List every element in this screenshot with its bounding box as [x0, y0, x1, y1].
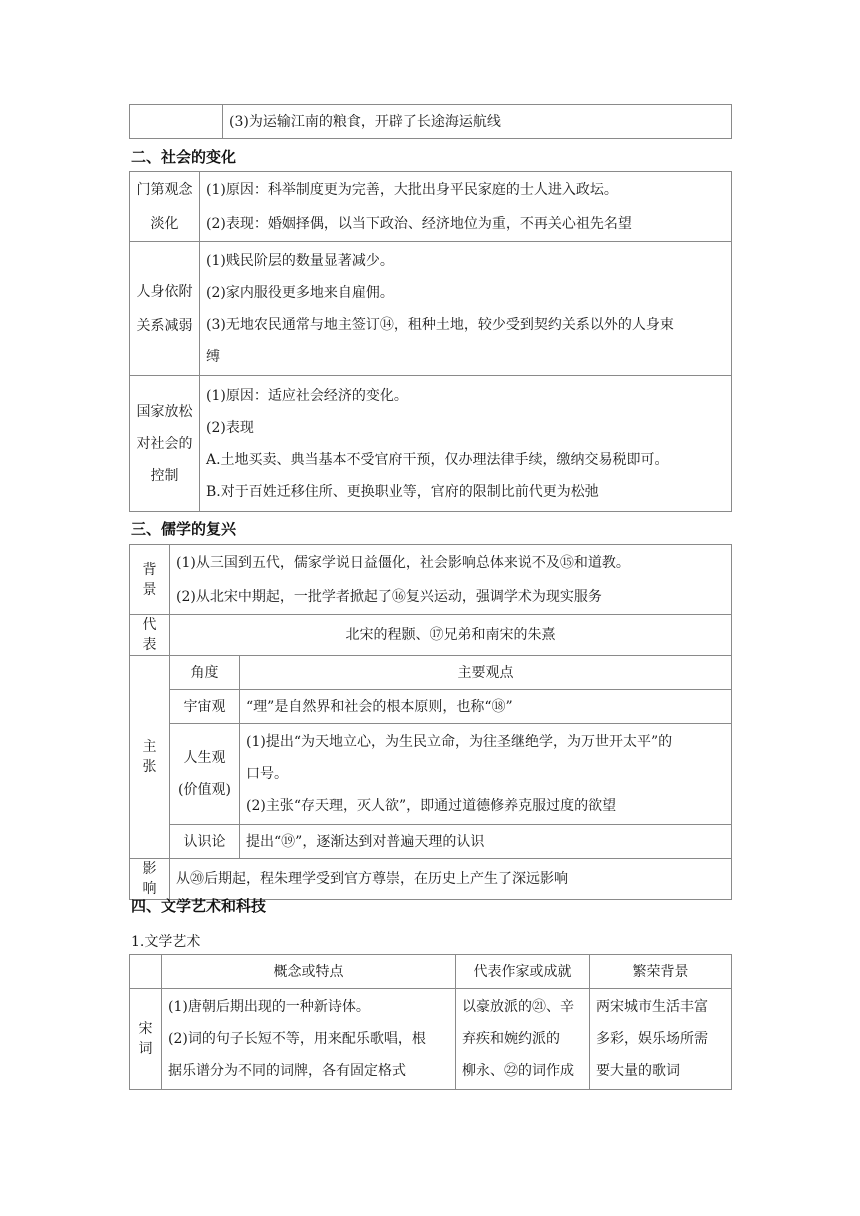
row-label: 代表	[130, 615, 170, 656]
header-features: 概念或特点	[162, 955, 456, 989]
table-row	[130, 242, 732, 376]
table-row	[130, 690, 732, 724]
row-label: 影响	[130, 859, 170, 900]
table-row	[130, 656, 732, 690]
social-change-table	[129, 171, 732, 512]
header-background: 繁荣背景	[590, 955, 732, 989]
table-row	[130, 615, 732, 656]
cell-text: (3)为运输江南的粮食，开辟了长途海运航线	[223, 105, 732, 139]
confucianism-table	[129, 544, 732, 900]
row-content: (1)原因：适应社会经济的变化。 (2)表现 A.土地买卖、典当基本不受官府干预，仅办理法律手续，缴纳交易税即可。 B.对于百姓迁移住所、更换职业等，官府的限制比前代更为松弛	[200, 376, 732, 512]
top-table	[129, 104, 732, 139]
section-heading-confucianism: 三、儒学的复兴	[131, 520, 237, 538]
view-cell: “理”是自然界和社会的根本原则，也称“⑱”	[240, 690, 732, 724]
angle-cell: 认识论	[170, 825, 240, 859]
row-label: 人身依附 关系减弱	[130, 242, 200, 376]
angle-cell: 人生观 (价值观)	[170, 724, 240, 825]
row-label: 门第观念 淡化	[130, 172, 200, 242]
section-heading-social-change: 二、社会的变化	[131, 148, 237, 166]
header-empty	[130, 955, 162, 989]
table-row	[130, 724, 732, 825]
table-row	[130, 105, 732, 139]
features-cell: (1)唐朝后期出现的一种新诗体。 (2)词的句子长短不等，用来配乐歌唱，根 据乐谱分为不同的词牌，各有固定格式	[162, 989, 456, 1090]
background-cell: 两宋城市生活丰富 多彩，娱乐场所需 要大量的歌词	[590, 989, 732, 1090]
row-content: (1)原因：科举制度更为完善，大批出身平民家庭的士人进入政坛。 (2)表现：婚姻择偶，以当下政治、经济地位为重，不再关心祖先名望	[200, 172, 732, 242]
header-main-view: 主要观点	[240, 656, 732, 690]
view-cell: (1)提出“为天地立心，为生民立命，为往圣继绝学，为万世开太平”的 口号。 (2)主张“存天理，灭人欲”，即通过道德修养克服过度的欲望	[240, 724, 732, 825]
subheading-literature-art: 1.文学艺术	[131, 934, 201, 950]
header-writers: 代表作家或成就	[456, 955, 590, 989]
row-content: (1)贱民阶层的数量显著减少。 (2)家内服役更多地来自雇佣。 (3)无地农民通常与地主签订⑭，租种土地，较少受到契约关系以外的人身束 缚	[200, 242, 732, 376]
row-content: (1)从三国到五代，儒家学说日益僵化，社会影响总体来说不及⑮和道教。 (2)从北宋中期起，一批学者掀起了⑯复兴运动，强调学术为现实服务	[170, 545, 732, 615]
row-content: 从⑳后期起，程朱理学受到官方尊崇，在历史上产生了深远影响	[170, 859, 732, 900]
row-label: 主张	[130, 656, 170, 859]
angle-cell: 宇宙观	[170, 690, 240, 724]
row-label: 国家放松 对社会的 控制	[130, 376, 200, 512]
row-content: 北宋的程颢、⑰兄弟和南宋的朱熹	[170, 615, 732, 656]
header-angle: 角度	[170, 656, 240, 690]
table-row	[130, 955, 732, 989]
writers-cell: 以豪放派的㉑、辛 弃疾和婉约派的 柳永、㉒的词作成	[456, 989, 590, 1090]
section-heading-literature-art-tech: 四、文学艺术和科技	[131, 897, 267, 915]
table-row	[130, 989, 732, 1090]
row-label: 背景	[130, 545, 170, 615]
table-row	[130, 825, 732, 859]
row-label: 宋词	[130, 989, 162, 1090]
table-row	[130, 545, 732, 615]
table-row	[130, 376, 732, 512]
table-row	[130, 859, 732, 900]
view-cell: 提出“⑲”，逐渐达到对普遍天理的认识	[240, 825, 732, 859]
literature-art-table	[129, 954, 732, 1090]
table-row	[130, 172, 732, 242]
empty-cell	[130, 105, 223, 139]
